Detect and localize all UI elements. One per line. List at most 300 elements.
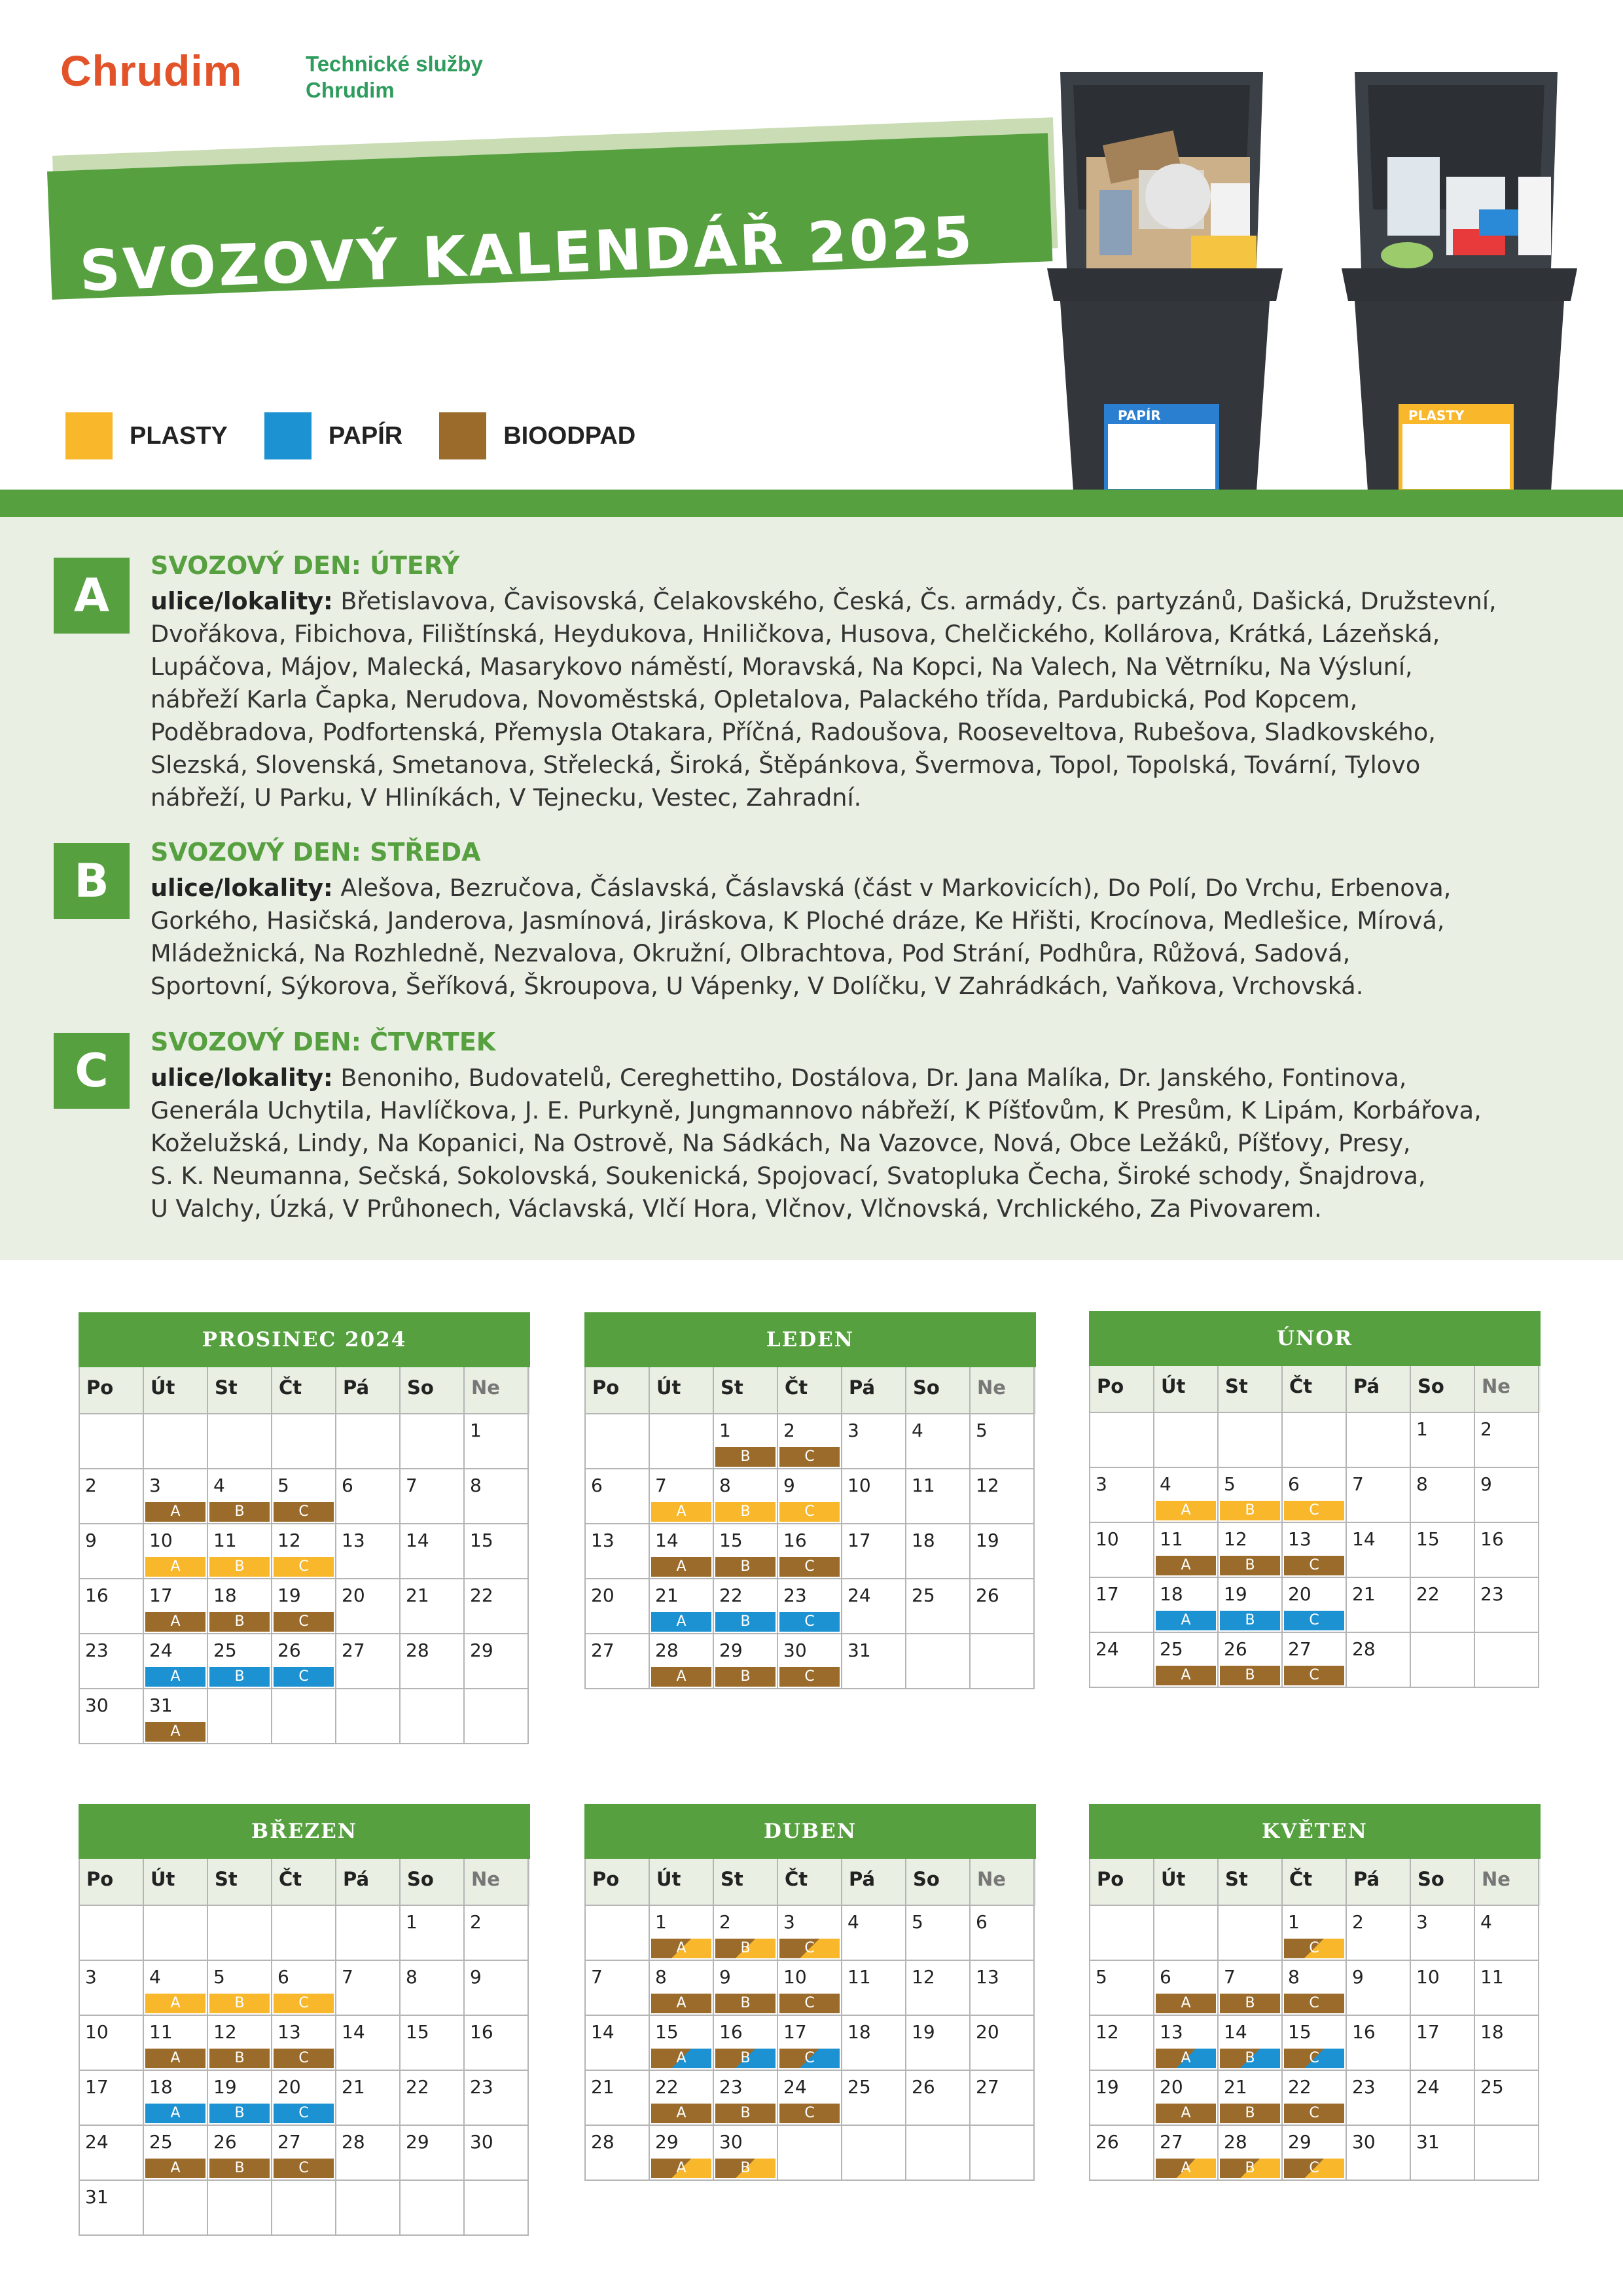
day-number: 22 xyxy=(719,1585,743,1606)
weekday-label: Ne xyxy=(1475,1859,1539,1906)
day-cell xyxy=(465,1634,529,1689)
day-number: 13 xyxy=(277,2021,301,2043)
day-cell xyxy=(842,1906,906,1961)
empty-cell xyxy=(144,2181,208,2236)
weekday-label: So xyxy=(906,1859,971,1906)
pickup-zone-tag: C xyxy=(779,1667,840,1687)
day-number: 17 xyxy=(85,2076,109,2098)
day-number: 26 xyxy=(1096,2131,1119,2153)
day-number: 10 xyxy=(149,1530,173,1551)
day-number: 29 xyxy=(470,1640,493,1661)
pickup-zone-tag: B xyxy=(715,1667,776,1687)
day-cell xyxy=(80,1689,144,1744)
day-number: 14 xyxy=(406,1530,429,1551)
day-cell xyxy=(1090,1578,1154,1633)
day-cell xyxy=(971,1524,1035,1579)
weekday-label: Ne xyxy=(971,1367,1035,1414)
day-number: 8 xyxy=(719,1475,731,1496)
day-number: 1 xyxy=(406,1911,418,1933)
empty-cell xyxy=(144,1414,208,1469)
empty-cell xyxy=(401,2181,465,2236)
day-number: 5 xyxy=(277,1475,289,1496)
technical-services-logo xyxy=(306,51,483,103)
day-cell xyxy=(1411,2071,1475,2126)
weekday-label: St xyxy=(208,1367,272,1414)
day-number: 13 xyxy=(1288,1528,1311,1550)
month-grid xyxy=(584,1414,1036,1689)
empty-cell xyxy=(906,1634,971,1689)
day-number: 8 xyxy=(655,1966,667,1988)
day-cell xyxy=(1475,2016,1539,2071)
day-cell xyxy=(1347,1633,1411,1688)
day-cell xyxy=(1347,1523,1411,1578)
day-cell xyxy=(586,2016,650,2071)
day-cell xyxy=(1475,2071,1539,2126)
zone-b-streets xyxy=(151,872,1590,1003)
zone-a-line: ulice/lokality: Břetislavova, Čavisovská, Čelakovského, Česká, Čs. armády, Čs. partyzánů, Dašická, Družstevní, xyxy=(151,587,1497,615)
zone-c-line: U Valchy, Úzká, V Průhonech, Václavská, Vlčí Hora, Vlčnov, Vlčnovská, Vrchlického, Za Pivovarem. xyxy=(151,1194,1322,1223)
empty-cell xyxy=(971,2126,1035,2181)
day-cell xyxy=(80,1579,144,1634)
day-number: 28 xyxy=(1352,1638,1376,1660)
pickup-zone-tag: A xyxy=(145,1557,205,1577)
day-cell xyxy=(714,1634,778,1689)
empty-cell xyxy=(842,2126,906,2181)
week-row xyxy=(586,2126,1036,2181)
day-cell xyxy=(1283,2016,1347,2071)
day-number: 4 xyxy=(149,1966,161,1988)
pickup-zone-tag: C xyxy=(274,1994,334,2013)
empty-cell xyxy=(1347,1413,1411,1468)
pickup-zone-tag: C xyxy=(274,1667,334,1687)
weekday-header xyxy=(79,1859,530,1906)
week-row xyxy=(1090,1633,1541,1688)
empty-cell xyxy=(336,2181,401,2236)
day-number: 12 xyxy=(213,2021,237,2043)
day-number: 3 xyxy=(847,1420,859,1441)
day-cell xyxy=(906,1414,971,1469)
day-cell xyxy=(1219,1468,1283,1523)
weekday-label: Čt xyxy=(778,1367,842,1414)
day-number: 24 xyxy=(1096,1638,1119,1660)
month-calendar xyxy=(584,1804,1036,2181)
day-cell xyxy=(971,1414,1035,1469)
day-number: 16 xyxy=(85,1585,109,1606)
day-number: 2 xyxy=(783,1420,795,1441)
day-cell xyxy=(714,1524,778,1579)
day-number: 15 xyxy=(406,2021,429,2043)
week-row xyxy=(80,2181,530,2236)
empty-cell xyxy=(1283,1413,1347,1468)
day-number: 17 xyxy=(847,1530,871,1551)
empty-cell xyxy=(1219,1413,1283,1468)
day-number: 23 xyxy=(470,2076,493,2098)
pickup-zone-tag: C xyxy=(1284,2104,1344,2123)
pickup-zone-tag: A xyxy=(651,1502,711,1522)
day-number: 2 xyxy=(719,1911,731,1933)
day-number: 24 xyxy=(847,1585,871,1606)
week-row xyxy=(586,1906,1036,1961)
day-cell xyxy=(336,2071,401,2126)
pickup-zone-tag: A xyxy=(651,2159,711,2178)
day-cell xyxy=(778,1634,842,1689)
day-cell xyxy=(80,1634,144,1689)
zone-a-letter: A xyxy=(54,558,130,634)
day-cell xyxy=(586,1961,650,2016)
weekday-label: Út xyxy=(650,1859,714,1906)
pickup-zone-tag: B xyxy=(209,2104,270,2123)
day-cell xyxy=(842,1414,906,1469)
day-number: 14 xyxy=(591,2021,615,2043)
day-number: 5 xyxy=(1096,1966,1107,1988)
zone-c-line: ulice/lokality: Benoniho, Budovatelů, Cereghettiho, Dostálova, Dr. Jana Malíka, Dr. Janského, Fontinova, xyxy=(151,1064,1407,1092)
weekday-label: So xyxy=(1411,1859,1475,1906)
day-number: 15 xyxy=(470,1530,493,1551)
day-number: 19 xyxy=(1224,1583,1247,1605)
day-number: 30 xyxy=(1352,2131,1376,2153)
pickup-zone-tag: A xyxy=(1156,1611,1216,1630)
day-number: 4 xyxy=(912,1420,923,1441)
pickup-zone-tag: C xyxy=(779,1612,840,1632)
zone-a-line: nábřeží, U Parku, V Hliníkách, V Tejnecku, Vestec, Zahradní. xyxy=(151,783,862,812)
day-number: 17 xyxy=(149,1585,173,1606)
weekday-header xyxy=(584,1367,1036,1414)
day-cell xyxy=(465,1414,529,1469)
day-number: 29 xyxy=(1288,2131,1311,2153)
weekday-label: Pá xyxy=(336,1367,401,1414)
day-number: 27 xyxy=(277,2131,301,2153)
day-cell xyxy=(842,1634,906,1689)
day-number: 1 xyxy=(1416,1418,1428,1440)
pickup-zone-tag: C xyxy=(274,2104,334,2123)
day-number: 6 xyxy=(342,1475,353,1496)
empty-cell xyxy=(336,1689,401,1744)
day-number: 11 xyxy=(912,1475,935,1496)
day-number: 4 xyxy=(847,1911,859,1933)
day-cell xyxy=(971,1579,1035,1634)
day-number: 16 xyxy=(719,2021,743,2043)
day-number: 25 xyxy=(912,1585,935,1606)
day-cell xyxy=(1475,1578,1539,1633)
day-number: 25 xyxy=(1480,2076,1504,2098)
day-number: 9 xyxy=(783,1475,795,1496)
day-cell xyxy=(208,2016,272,2071)
weekday-label: So xyxy=(906,1367,971,1414)
day-cell xyxy=(80,2126,144,2181)
day-number: 3 xyxy=(1096,1473,1107,1495)
month-title: LEDEN xyxy=(584,1312,1036,1367)
day-cell xyxy=(1219,1523,1283,1578)
week-row xyxy=(80,2071,530,2126)
day-number: 25 xyxy=(1160,1638,1183,1660)
day-number: 5 xyxy=(213,1966,225,1988)
legend-swatch-bioodpad xyxy=(439,412,486,459)
day-number: 13 xyxy=(976,1966,999,1988)
day-cell xyxy=(465,2071,529,2126)
pickup-zone-tag: A xyxy=(145,1994,205,2013)
weekday-header xyxy=(584,1859,1036,1906)
weekday-label: Po xyxy=(586,1367,650,1414)
day-number: 21 xyxy=(1224,2076,1247,2098)
pickup-zone-tag: A xyxy=(145,2159,205,2178)
day-number: 26 xyxy=(213,2131,237,2153)
day-cell xyxy=(1154,1578,1219,1633)
day-number: 14 xyxy=(655,1530,679,1551)
day-cell xyxy=(80,2016,144,2071)
legend-swatch-plasty xyxy=(65,412,113,459)
day-number: 7 xyxy=(591,1966,603,1988)
pickup-zone-tag: B xyxy=(715,2104,776,2123)
day-number: 20 xyxy=(277,2076,301,2098)
zone-b-title: SVOZOVÝ DEN: STŘEDA xyxy=(151,838,481,867)
day-number: 19 xyxy=(912,2021,935,2043)
weekday-label: Po xyxy=(586,1859,650,1906)
day-cell xyxy=(1475,1906,1539,1961)
week-row xyxy=(80,1469,530,1524)
day-number: 12 xyxy=(277,1530,301,1551)
weekday-label: So xyxy=(401,1367,465,1414)
day-cell xyxy=(1090,2071,1154,2126)
zone-a-label: ulice/lokality: xyxy=(151,587,333,615)
day-number: 26 xyxy=(976,1585,999,1606)
weekday-label: Ne xyxy=(465,1367,529,1414)
day-number: 27 xyxy=(591,1640,615,1661)
day-number: 11 xyxy=(1160,1528,1183,1550)
day-cell xyxy=(272,1961,336,2016)
empty-cell xyxy=(401,1689,465,1744)
day-number: 17 xyxy=(783,2021,807,2043)
day-cell xyxy=(465,1579,529,1634)
day-cell xyxy=(401,1634,465,1689)
pickup-zone-tag: C xyxy=(274,1612,334,1632)
day-number: 3 xyxy=(1416,1911,1428,1933)
day-number: 28 xyxy=(1224,2131,1247,2153)
pickup-zone-tag: C xyxy=(779,1557,840,1577)
day-number: 6 xyxy=(591,1475,603,1496)
day-number: 31 xyxy=(85,2186,109,2208)
day-cell xyxy=(144,1524,208,1579)
weekday-label: Čt xyxy=(1283,1366,1347,1413)
zone-a-line: nábřeží Karla Čapka, Nerudova, Novoměstská, Opletalova, Palackého třída, Pardubická, Pod Kopcem, xyxy=(151,685,1358,713)
day-cell xyxy=(1411,1906,1475,1961)
day-number: 4 xyxy=(1480,1911,1492,1933)
pickup-zone-tag: C xyxy=(1284,1666,1344,1685)
day-number: 23 xyxy=(1352,2076,1376,2098)
day-number: 12 xyxy=(1224,1528,1247,1550)
month-grid xyxy=(79,1414,530,1744)
weekday-label: Pá xyxy=(1347,1366,1411,1413)
pickup-zone-tag: C xyxy=(779,2049,840,2068)
pickup-zone-tag: C xyxy=(274,2159,334,2178)
pickup-zone-tag: B xyxy=(715,2049,776,2068)
empty-cell xyxy=(80,1906,144,1961)
month-title: BŘEZEN xyxy=(79,1804,530,1859)
day-cell xyxy=(971,1906,1035,1961)
day-number: 3 xyxy=(783,1911,795,1933)
pickup-zone-tag: C xyxy=(274,1502,334,1522)
day-cell xyxy=(144,1689,208,1744)
weekday-label: St xyxy=(1219,1859,1283,1906)
week-row xyxy=(1090,1961,1541,2016)
day-number: 24 xyxy=(1416,2076,1440,2098)
day-cell xyxy=(1283,1906,1347,1961)
day-number: 23 xyxy=(783,1585,807,1606)
day-cell xyxy=(1283,1523,1347,1578)
empty-cell xyxy=(586,1414,650,1469)
day-cell xyxy=(1090,1468,1154,1523)
week-row xyxy=(586,1524,1036,1579)
day-cell xyxy=(714,1906,778,1961)
day-number: 1 xyxy=(719,1420,731,1441)
day-number: 1 xyxy=(1288,1911,1300,1933)
month-grid xyxy=(584,1906,1036,2181)
day-number: 25 xyxy=(213,1640,237,1661)
day-cell xyxy=(1411,2016,1475,2071)
day-number: 15 xyxy=(655,2021,679,2043)
weekday-label: Čt xyxy=(272,1859,336,1906)
pickup-zone-tag: C xyxy=(274,2049,334,2068)
weekday-label: So xyxy=(1411,1366,1475,1413)
zone-a-line: Poděbradova, Podfortenská, Přemysla Otakara, Příčná, Radoušova, Rooseveltova, Rubešova, Sladkovského, xyxy=(151,718,1436,746)
day-cell xyxy=(208,2071,272,2126)
day-number: 11 xyxy=(149,2021,173,2043)
weekday-label: Ne xyxy=(971,1859,1035,1906)
day-cell xyxy=(208,1961,272,2016)
day-cell xyxy=(971,1469,1035,1524)
empty-cell xyxy=(1411,1633,1475,1688)
pickup-zone-tag: B xyxy=(715,2159,776,2178)
day-number: 18 xyxy=(149,2076,173,2098)
day-cell xyxy=(842,1579,906,1634)
month-calendar xyxy=(1089,1311,1541,1688)
pickup-zone-tag: C xyxy=(1284,2049,1344,2068)
zone-b-letter: B xyxy=(54,843,130,919)
day-number: 19 xyxy=(277,1585,301,1606)
day-cell xyxy=(1347,1961,1411,2016)
empty-cell xyxy=(778,2126,842,2181)
day-number: 31 xyxy=(1416,2131,1440,2153)
day-cell xyxy=(650,2126,714,2181)
day-cell xyxy=(1090,2016,1154,2071)
day-cell xyxy=(1219,2126,1283,2181)
day-cell xyxy=(586,1469,650,1524)
pickup-zone-tag: A xyxy=(651,1557,711,1577)
day-cell xyxy=(778,1414,842,1469)
day-number: 18 xyxy=(847,2021,871,2043)
week-row xyxy=(80,2016,530,2071)
day-number: 22 xyxy=(406,2076,429,2098)
day-cell xyxy=(842,2071,906,2126)
day-cell xyxy=(272,1524,336,1579)
day-cell xyxy=(650,2071,714,2126)
week-row xyxy=(80,1906,530,1961)
pickup-zone-tag: A xyxy=(651,1994,711,2013)
day-cell xyxy=(971,2071,1035,2126)
pickup-zone-tag: A xyxy=(651,2104,711,2123)
day-cell xyxy=(80,1524,144,1579)
day-number: 14 xyxy=(342,2021,365,2043)
weekday-label: Pá xyxy=(336,1859,401,1906)
day-number: 30 xyxy=(470,2131,493,2153)
pickup-zone-tag: B xyxy=(209,1502,270,1522)
day-cell xyxy=(1347,1578,1411,1633)
pickup-zone-tag: A xyxy=(651,2049,711,2068)
page-title: SVOZOVÝ KALENDÁŘ 2025 xyxy=(79,204,976,304)
day-cell xyxy=(1475,1468,1539,1523)
day-number: 9 xyxy=(1352,1966,1364,1988)
day-cell xyxy=(144,1469,208,1524)
pickup-zone-tag: A xyxy=(1156,1666,1216,1685)
day-number: 14 xyxy=(1352,1528,1376,1550)
empty-cell xyxy=(272,1689,336,1744)
pickup-zone-tag: C xyxy=(1284,2159,1344,2178)
pickup-zone-tag: A xyxy=(1156,1556,1216,1575)
day-cell xyxy=(401,2126,465,2181)
day-number: 20 xyxy=(1160,2076,1183,2098)
day-cell xyxy=(906,1961,971,2016)
day-number: 4 xyxy=(213,1475,225,1496)
day-cell xyxy=(1347,1468,1411,1523)
day-number: 22 xyxy=(1288,2076,1311,2098)
pickup-zone-tag: C xyxy=(1284,1611,1344,1630)
day-cell xyxy=(401,1579,465,1634)
pickup-zone-tag: A xyxy=(145,2049,205,2068)
day-cell xyxy=(1219,1961,1283,2016)
empty-cell xyxy=(144,1906,208,1961)
weekday-label: St xyxy=(714,1859,778,1906)
week-row xyxy=(1090,1468,1541,1523)
week-row xyxy=(586,1579,1036,1634)
day-number: 10 xyxy=(85,2021,109,2043)
pickup-zone-tag: A xyxy=(651,1612,711,1632)
day-number: 20 xyxy=(342,1585,365,1606)
week-row xyxy=(586,2071,1036,2126)
zone-c-label: ulice/lokality: xyxy=(151,1064,333,1092)
day-cell xyxy=(336,1961,401,2016)
week-row xyxy=(586,1634,1036,1689)
day-cell xyxy=(144,1961,208,2016)
day-number: 8 xyxy=(470,1475,482,1496)
day-cell xyxy=(586,2126,650,2181)
day-cell xyxy=(80,1961,144,2016)
day-number: 24 xyxy=(149,1640,173,1661)
day-cell xyxy=(778,1579,842,1634)
zone-a-title: SVOZOVÝ DEN: ÚTERÝ xyxy=(151,551,460,580)
empty-cell xyxy=(1154,1906,1219,1961)
day-cell xyxy=(586,2071,650,2126)
day-cell xyxy=(272,2016,336,2071)
pickup-zone-tag: C xyxy=(274,1557,334,1577)
day-cell xyxy=(80,2071,144,2126)
empty-cell xyxy=(208,2181,272,2236)
day-number: 3 xyxy=(149,1475,161,1496)
day-number: 16 xyxy=(1352,2021,1376,2043)
day-cell xyxy=(1090,1523,1154,1578)
day-number: 10 xyxy=(847,1475,871,1496)
day-cell xyxy=(1154,1961,1219,2016)
month-title: ÚNOR xyxy=(1089,1311,1541,1366)
day-cell xyxy=(906,1524,971,1579)
day-cell xyxy=(1283,1961,1347,2016)
empty-cell xyxy=(906,2126,971,2181)
day-cell xyxy=(650,1469,714,1524)
day-cell xyxy=(971,1961,1035,2016)
pickup-zone-tag: A xyxy=(651,1667,711,1687)
pickup-zone-tag: C xyxy=(779,1502,840,1522)
day-number: 22 xyxy=(1416,1583,1440,1605)
day-cell xyxy=(650,1906,714,1961)
weekday-label: Út xyxy=(1154,1366,1219,1413)
